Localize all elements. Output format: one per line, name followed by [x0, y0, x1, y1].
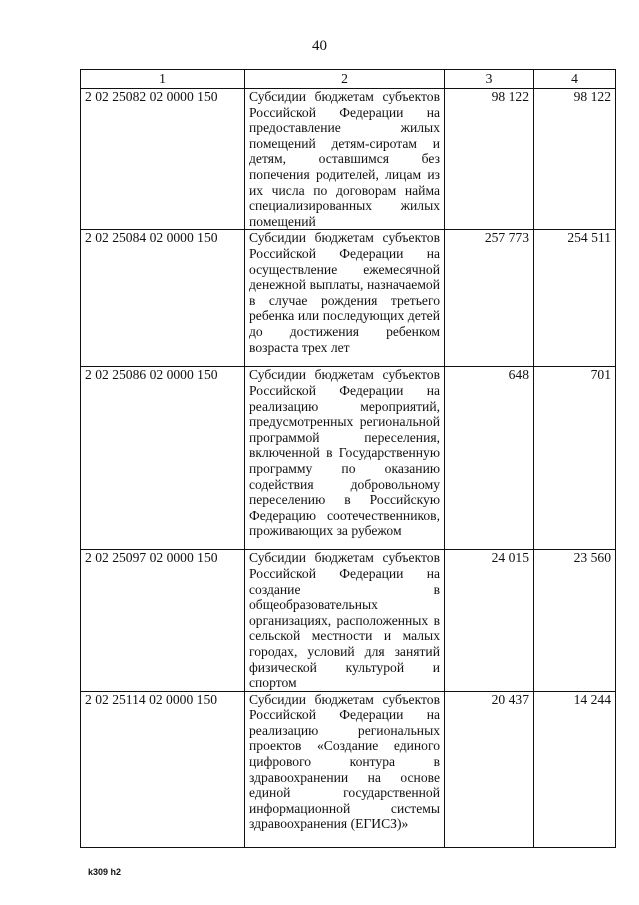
value-column-3-cell: 257 773: [445, 230, 534, 367]
value-column-4-cell: 701: [534, 367, 616, 550]
budget-code-cell: 2 02 25086 02 0000 150: [81, 367, 245, 550]
budget-code-cell: 2 02 25097 02 0000 150: [81, 550, 245, 691]
table-header-row: [81, 70, 616, 89]
value-column-3-cell: 98 122: [445, 89, 534, 230]
value-column-4-cell: 98 122: [534, 89, 616, 230]
table-row: [81, 367, 616, 550]
budget-code-cell: 2 02 25114 02 0000 150: [81, 691, 245, 847]
value-column-3-cell: 20 437: [445, 691, 534, 847]
budget-code-cell: 2 02 25082 02 0000 150: [81, 89, 245, 230]
value-column-4-cell: 14 244: [534, 691, 616, 847]
page-number: 40: [312, 38, 327, 54]
column-header-1: 1: [81, 70, 245, 89]
value-column-3-cell: 24 015: [445, 550, 534, 691]
description-cell: Субсидии бюджетам субъектов Российской Федерации на осуществление ежемесячной денежной выплаты, назначаемой в случае рождения третьего ребенка или последующих детей до достижения ребенком возраста трех лет: [245, 230, 445, 367]
table-row: [81, 230, 616, 367]
document-footer-code: k309 h2: [88, 867, 122, 877]
column-header-2: 2: [245, 70, 445, 89]
table-row: [81, 691, 616, 847]
table-row: [81, 550, 616, 691]
column-header-3: 3: [445, 70, 534, 89]
budget-code-cell: 2 02 25084 02 0000 150: [81, 230, 245, 367]
value-column-4-cell: 254 511: [534, 230, 616, 367]
value-column-3-cell: 648: [445, 367, 534, 550]
budget-table: [80, 69, 616, 848]
description-cell: Субсидии бюджетам субъектов Российской Федерации на предоставление жилых помещений детям-сиротам и детям, оставшимся без попечения родителей, лицам из их числа по договорам найма специализированных жилых помещений: [245, 89, 445, 230]
description-cell: Субсидии бюджетам субъектов Российской Федерации на создание в общеобразовательных организациях, расположенных в сельской местности и малых городах, условий для занятий физической культурой и спортом: [245, 550, 445, 691]
description-cell: Субсидии бюджетам субъектов Российской Федерации на реализацию региональных проектов «Создание единого цифрового контура в здравоохранении на основе единой государственной информационной системы здравоохранения (ЕГИСЗ)»: [245, 691, 445, 847]
column-header-4: 4: [534, 70, 616, 89]
table-row: [81, 89, 616, 230]
value-column-4-cell: 23 560: [534, 550, 616, 691]
description-cell: Субсидии бюджетам субъектов Российской Федерации на реализацию мероприятий, предусмотренных региональной программой переселения, включенной в Государственную программу по оказанию содействия добровольному переселению в Российскую Федерацию соотечественников, проживающих за рубежом: [245, 367, 445, 550]
